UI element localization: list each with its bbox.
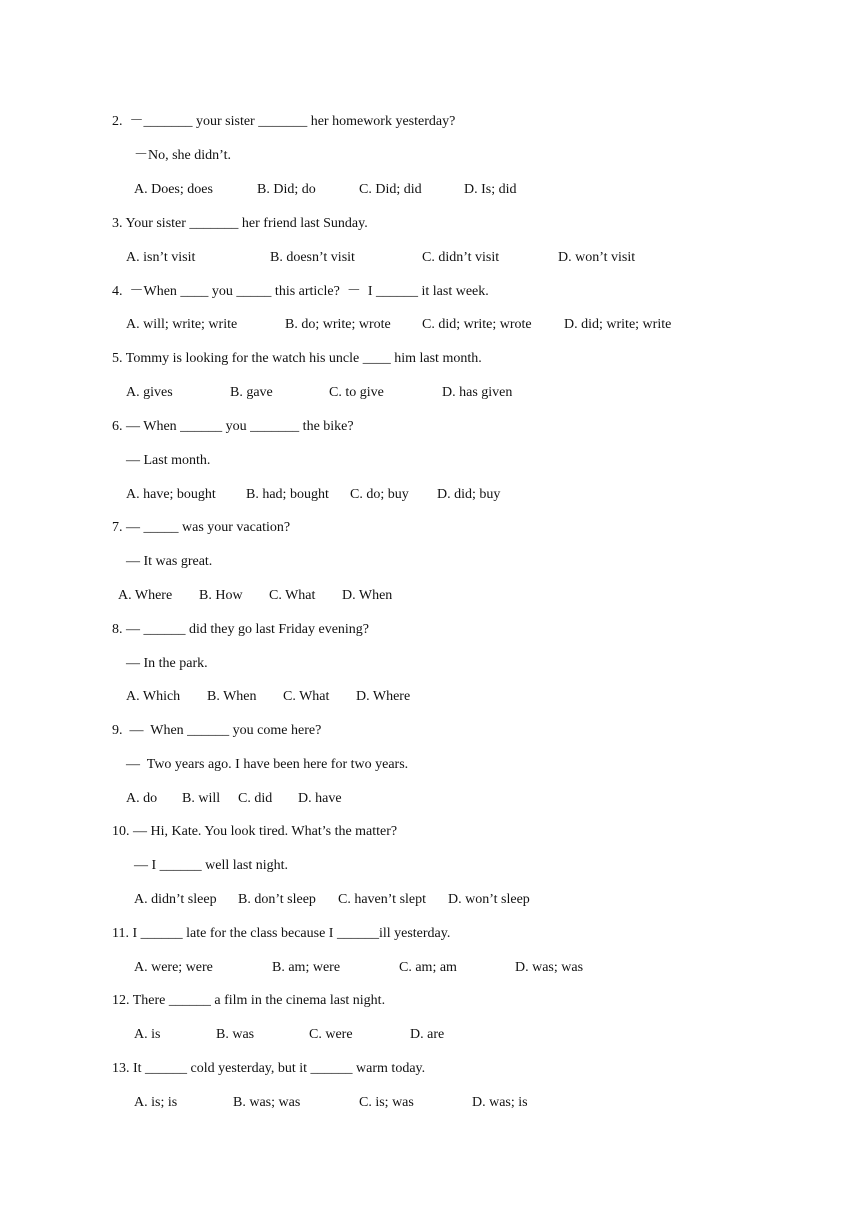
- question-9-option-c: C. did: [238, 791, 273, 806]
- question-12-option-c: C. were: [309, 1027, 353, 1042]
- question-3-option-a: A. isn’t visit: [126, 250, 196, 265]
- question-6-option-b: B. had; bought: [246, 487, 329, 502]
- question-9-option-b: B. will: [182, 791, 221, 806]
- question-5-option-b: B. gave: [230, 385, 273, 400]
- question-8-answer: — In the park.: [126, 656, 208, 671]
- question-6-option-d: D. did; buy: [437, 487, 501, 502]
- question-13-option-b: B. was; was: [233, 1095, 301, 1110]
- question-9-answer: — Two years ago. I have been here for two years.: [126, 757, 409, 772]
- question-12-option-d: D. are: [410, 1027, 445, 1042]
- question-8-option-a: A. Which: [126, 689, 181, 704]
- question-6-stem: 6. — When ______ you _______ the bike?: [112, 419, 354, 434]
- question-10-option-b: B. don’t sleep: [238, 892, 316, 907]
- question-6-option-c: C. do; buy: [350, 487, 409, 502]
- question-12-stem: 12. There ______ a film in the cinema last night.: [112, 993, 386, 1008]
- question-7-stem: 7. — _____ was your vacation?: [112, 520, 291, 535]
- question-7-option-b: B. How: [199, 588, 243, 603]
- question-8-option-c: C. What: [283, 689, 330, 704]
- question-11-option-d: D. was; was: [515, 960, 584, 975]
- question-4-option-b: B. do; write; wrote: [285, 317, 391, 332]
- question-7-answer: — It was great.: [126, 554, 213, 569]
- question-2-option-b: B. Did; do: [257, 182, 316, 197]
- question-2-option-d: D. Is; did: [464, 182, 517, 197]
- question-8-option-d: D. Where: [356, 689, 411, 704]
- question-4-option-d: D. did; write; write: [564, 317, 672, 332]
- question-7-option-d: D. When: [342, 588, 393, 603]
- question-5-option-a: A. gives: [126, 385, 173, 400]
- question-2-stem: 2. －_______ your sister _______ her homework yesterday?: [112, 114, 456, 129]
- question-13-option-c: C. is; was: [359, 1095, 414, 1110]
- question-13-option-a: A. is; is: [134, 1095, 178, 1110]
- question-9-option-a: A. do: [126, 791, 158, 806]
- question-4-stem: 4. －When ____ you _____ this article? － I ______ it last week.: [112, 284, 489, 299]
- question-4-option-c: C. did; write; wrote: [422, 317, 532, 332]
- question-7-option-a: A. Where: [118, 588, 173, 603]
- question-6-option-a: A. have; bought: [126, 487, 216, 502]
- question-5-option-c: C. to give: [329, 385, 384, 400]
- question-13-stem: 13. It ______ cold yesterday, but it ______ warm today.: [112, 1061, 426, 1076]
- question-2-option-a: A. Does; does: [134, 182, 213, 197]
- question-11-option-b: B. am; were: [272, 960, 341, 975]
- question-11-stem: 11. I ______ late for the class because I ______ill yesterday.: [112, 926, 451, 941]
- question-10-option-d: D. won’t sleep: [448, 892, 530, 907]
- question-5-option-d: D. has given: [442, 385, 513, 400]
- question-8-stem: 8. — ______ did they go last Friday evening?: [112, 622, 370, 637]
- question-10-option-c: C. haven’t slept: [338, 892, 427, 907]
- question-2-option-c: C. Did; did: [359, 182, 422, 197]
- question-4-option-a: A. will; write; write: [126, 317, 238, 332]
- question-2-answer: －No, she didn’t.: [134, 148, 231, 163]
- question-10-stem: 10. — Hi, Kate. You look tired. What’s the matter?: [112, 824, 398, 839]
- question-7-option-c: C. What: [269, 588, 316, 603]
- question-6-answer: — Last month.: [126, 453, 211, 468]
- question-12-option-b: B. was: [216, 1027, 255, 1042]
- question-3-option-b: B. doesn’t visit: [270, 250, 355, 265]
- question-10-option-a: A. didn’t sleep: [134, 892, 217, 907]
- question-11-option-a: A. were; were: [134, 960, 213, 975]
- question-8-option-b: B. When: [207, 689, 257, 704]
- question-13-option-d: D. was; is: [472, 1095, 528, 1110]
- question-3-stem: 3. Your sister _______ her friend last Sunday.: [112, 216, 368, 231]
- question-3-option-d: D. won’t visit: [558, 250, 636, 265]
- question-10-answer: — I ______ well last night.: [134, 858, 288, 873]
- question-5-stem: 5. Tommy is looking for the watch his uncle ____ him last month.: [112, 351, 482, 366]
- question-9-stem: 9. — When ______ you come here?: [112, 723, 322, 738]
- question-11-option-c: C. am; am: [399, 960, 457, 975]
- question-12-option-a: A. is: [134, 1027, 161, 1042]
- question-9-option-d: D. have: [298, 791, 342, 806]
- question-3-option-c: C. didn’t visit: [422, 250, 500, 265]
